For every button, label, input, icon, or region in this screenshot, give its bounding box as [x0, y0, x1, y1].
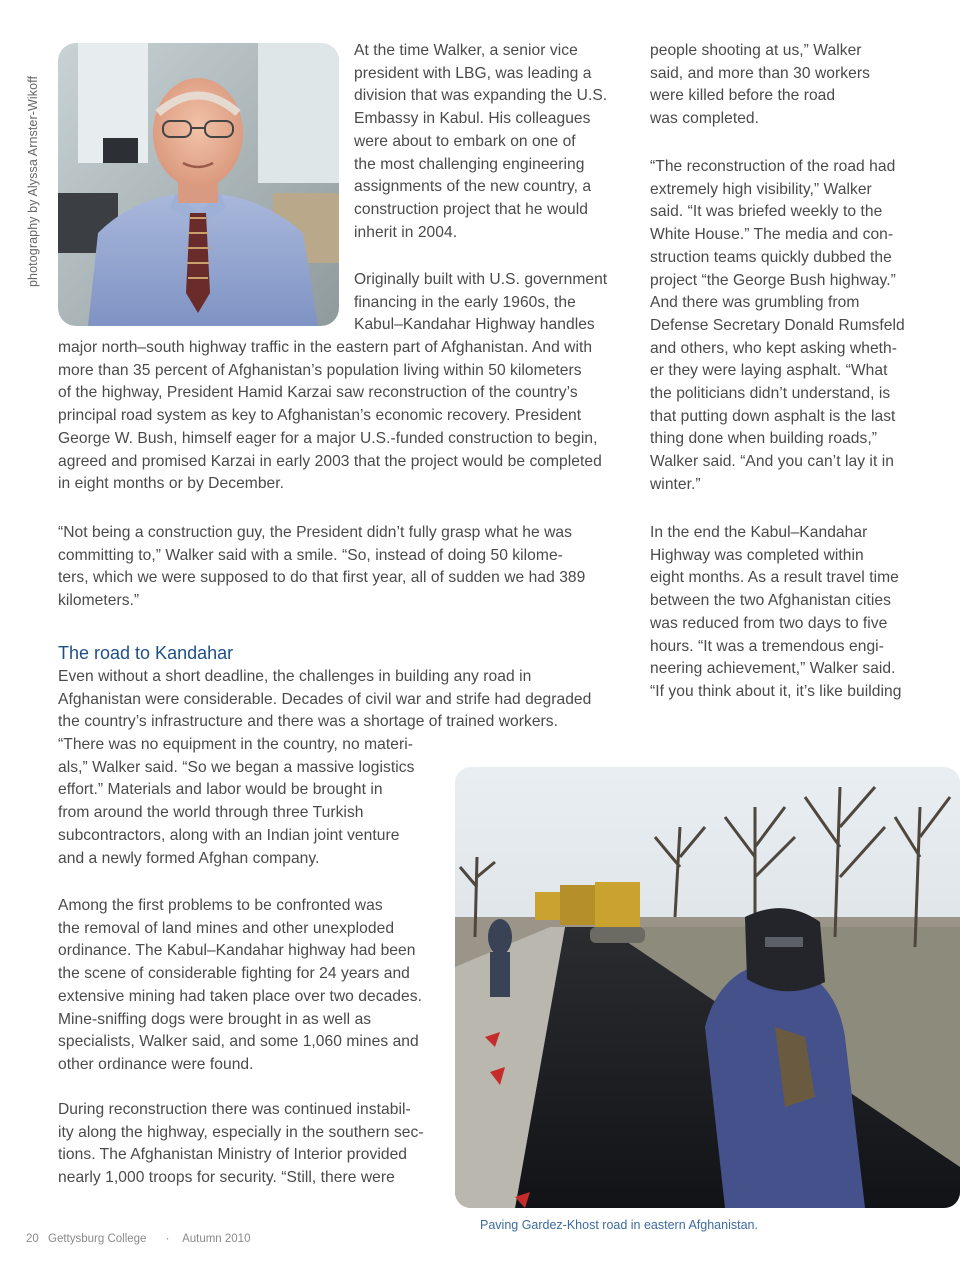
col1-paragraph-4-narrow: “There was no equipment in the country, no materi- als,” Walker said. “So we began a massive logistics effort.” Materials and labor would be brought in from around the world through three Turkish subcontractors, along with an Indian joint venture and a newly formed Afghan company.: [58, 736, 415, 867]
col1-paragraph-1: At the time Walker, a senior vice president with LBG, was leading a division that was expanding the U.S. Embassy in Kabul. His colleagues were about to embark on one of the most challenging engineering assignments of the new country, a construction project that he would inherit in 2004.: [354, 42, 608, 241]
portrait-photo: [58, 43, 339, 326]
photo-caption: Paving Gardez-Khost road in eastern Afghanistan.: [480, 1218, 758, 1232]
page-footer: [26, 1233, 256, 1245]
col1-paragraph-6: During reconstruction there was continued instabil- ity along the highway, especially in the southern sec- tions. The Afghanistan Ministry of Interior provided nearly 1,000 troops for security. “Still, there were: [58, 1101, 424, 1187]
col2-paragraph-1: people shooting at us,” Walker said, and more than 30 workers were killed before the road was completed.: [650, 42, 870, 128]
section-subheading: The road to Kandahar: [58, 643, 234, 663]
col1-paragraph-5: Among the first problems to be confronted was the removal of land mines and other unexploded ordinance. The Kabul–Kandahar highway had been the scene of considerable fighting for 24 years and extensive mining had taken place over two decades. Mine-sniffing dogs were brought in as well as specialists, Walker said, and some 1,060 mines and other ordinance were found.: [58, 897, 422, 1073]
col1-paragraph-3: “Not being a construction guy, the President didn’t fully grasp what he was committing to,” Walker said with a smile. “So, instead of doing 50 kilome- ters, which we were supposed to do that first year, all of sudden we had 389 kilometers.”: [58, 524, 586, 610]
col1-paragraph-2-wide: major north–south highway traffic in the eastern part of Afghanistan. And with more than 35 percent of Afghanistan’s population living within 50 kilometers of the highway, President Hamid Karzai saw reconstruction of the country’s principal road system as key to Afghanistan’s economic recovery. President George W. Bush, himself eager for a major U.S.-funded construction to begin, agreed and promised Karzai in early 2003 that the project would be completed in eight months or by December.: [58, 339, 602, 493]
col1-paragraph-4-wide: Even without a short deadline, the challenges in building any road in Afghanistan were considerable. Decades of civil war and strife had degraded the country’s infrastructure and there was a shortage of trained workers.: [58, 668, 592, 731]
col2-paragraph-3: In the end the Kabul–Kandahar Highway was completed within eight months. As a result travel time between the two Afghanistan cities was reduced from two days to five hours. “It was a tremendous engi- neering achievement,” Walker said. “If you think about it, it’s like building: [650, 524, 902, 700]
road-paving-photo: [455, 767, 960, 1208]
footer-separator: ·: [165, 1233, 170, 1245]
photo-credit: photography by Alyssa Arnster-Wikoff: [26, 75, 40, 287]
col2-paragraph-2: “The reconstruction of the road had extremely high visibility,” Walker said. “It was briefed weekly to the White House.” The media and con- struction teams quickly dubbed the project “the George Bush highway.” And there was grumbling from Defense Secretary Donald Rumsfeld and others, who kept asking wheth- er they were laying asphalt. “What the politicians didn’t understand, is that putting down asphalt is the last thing done when building roads,” Walker said. “And you can’t lay it in winter.”: [650, 158, 905, 493]
publication-name: Gettysburg College: [48, 1233, 147, 1245]
page-number: 20: [26, 1233, 39, 1245]
col1-paragraph-2-narrow: Originally built with U.S. government financing in the early 1960s, the Kabul–Kandahar Highway handles: [354, 271, 608, 334]
issue-date: Autumn 2010: [182, 1233, 251, 1245]
